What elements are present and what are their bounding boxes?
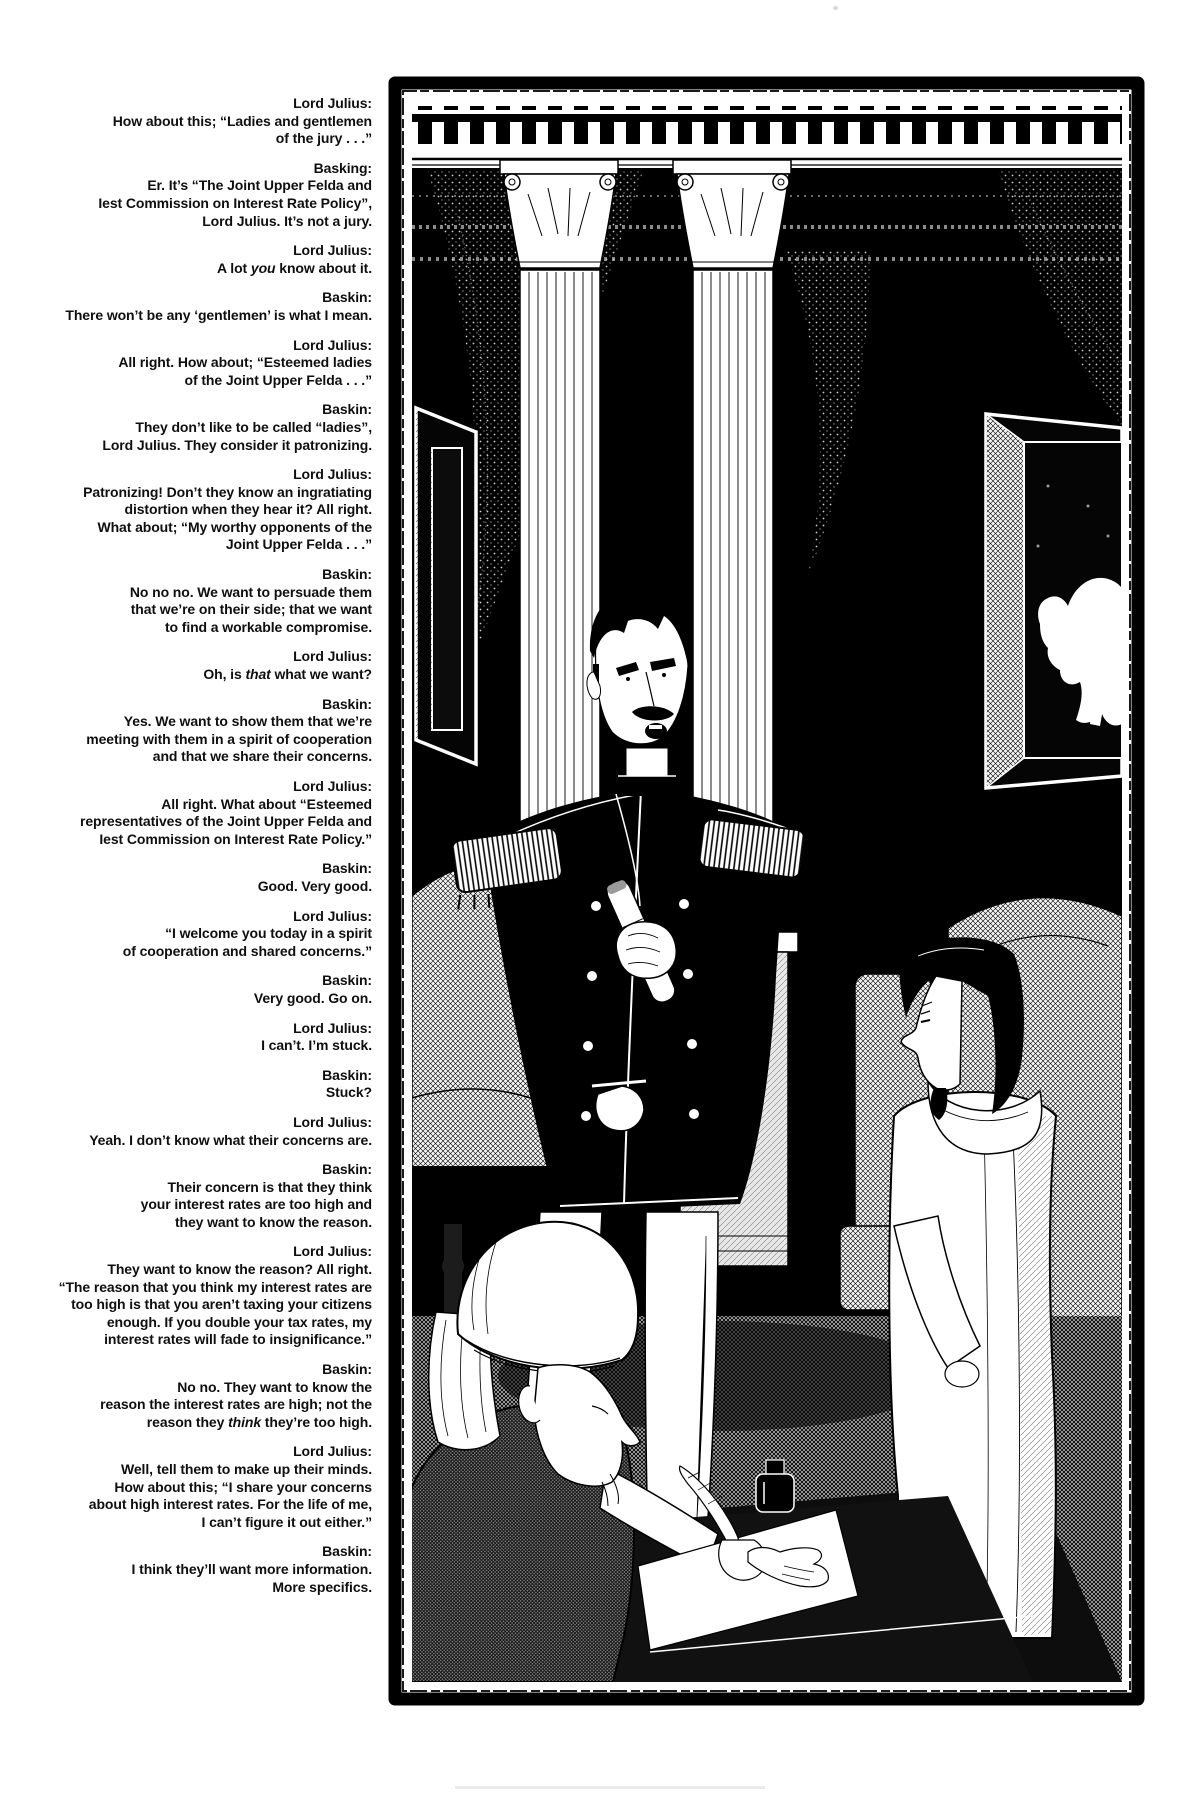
- dialogue-line: They want to know the reason? All right.: [107, 1261, 372, 1278]
- dialogue-block: [28, 972, 372, 1007]
- dialogue-line: All right. How about; “Esteemed ladies: [118, 354, 372, 371]
- dialogue-line: I think they’ll want more information.: [131, 1560, 372, 1577]
- dialogue-speaker: Lord Julius:: [293, 778, 372, 794]
- dialogue-block: [28, 1443, 372, 1531]
- dialogue-line: Iest Commission on Interest Rate Policy”,: [98, 194, 372, 211]
- dialogue-speaker: Baskin:: [322, 1543, 372, 1560]
- dialogue-speaker: Baskin:: [322, 972, 372, 989]
- dialogue-line: enough. If you double your tax rates, my: [106, 1313, 372, 1330]
- dialogue-line: Yeah. I don’t know what their concerns are.: [89, 1131, 372, 1148]
- dialogue-line: Well, tell them to make up their minds.: [121, 1461, 372, 1477]
- dialogue-line: I can’t. I’m stuck.: [261, 1037, 372, 1054]
- dialogue-block: [28, 1020, 372, 1055]
- dialogue-line: Lord Julius. They consider it patronizing.: [102, 436, 372, 453]
- dialogue-speaker: Lord Julius:: [293, 907, 372, 924]
- dialogue-block: [28, 1361, 372, 1431]
- dialogue-speaker: Lord Julius:: [293, 466, 372, 483]
- dialogue-block: [28, 337, 372, 390]
- dialogue-column: [28, 95, 372, 1608]
- dialogue-line: There won’t be any ‘gentlemen’ is what I mean.: [65, 306, 372, 323]
- dialogue-speaker: Lord Julius:: [293, 95, 372, 111]
- dialogue-line: that we’re on their side; that we want: [130, 601, 372, 618]
- dialogue-speaker: Lord Julius:: [293, 648, 372, 665]
- julius-right-hand: [616, 922, 676, 979]
- dialogue-line: of the Joint Upper Felda . . .”: [184, 371, 372, 388]
- art-panel: [388, 76, 1145, 1706]
- dialogue-line: Er. It’s “The Joint Upper Felda and: [147, 177, 372, 194]
- dialogue-line: too high is that you aren’t taxing your citizens: [71, 1296, 372, 1313]
- dialogue-line: “I welcome you today in a spirit: [165, 925, 372, 942]
- dialogue-line: What about; “My worthy opponents of the: [97, 518, 372, 535]
- dialogue-line: No no. They want to know the: [177, 1378, 372, 1395]
- dialogue-line: Joint Upper Felda . . .”: [225, 536, 372, 553]
- dialogue-line: distortion when they hear it? All right.: [124, 501, 372, 518]
- dialogue-block: [28, 401, 372, 454]
- dialogue-line: Good. Very good.: [257, 877, 372, 894]
- dialogue-speaker: Baskin:: [322, 566, 372, 583]
- dialogue-line: Lord Julius. It’s not a jury.: [202, 212, 372, 229]
- dialogue-speaker: Lord Julius:: [293, 1443, 372, 1460]
- dialogue-line: How about this; “I share your concerns: [114, 1478, 372, 1495]
- dialogue-line: of cooperation and shared concerns.”: [122, 942, 372, 959]
- dialogue-line: representatives of the Joint Upper Felda and: [80, 813, 372, 830]
- dialogue-speaker: Baskin:: [322, 1361, 372, 1378]
- illustration-svg: [388, 76, 1145, 1706]
- dialogue-line: They don’t like to be called “ladies”,: [135, 418, 372, 435]
- dialogue-speaker: Lord Julius:: [293, 1243, 372, 1260]
- dialogue-speaker: Lord Julius:: [293, 336, 372, 353]
- dialogue-line: Yes. We want to show them that we’re: [123, 713, 372, 730]
- dialogue-block: [28, 466, 372, 554]
- dialogue-block: [28, 778, 372, 848]
- dialogue-block: [28, 648, 372, 683]
- dialogue-line: Oh, is that what we want?: [203, 666, 372, 683]
- dialogue-line: your interest rates are too high and: [140, 1196, 372, 1213]
- dialogue-block: [28, 95, 372, 148]
- dialogue-line: Patronizing! Don’t they know an ingratiating: [83, 483, 372, 500]
- dialogue-block: [28, 1243, 372, 1349]
- dialogue-line: reason the interest rates are high; not the: [100, 1396, 372, 1413]
- dialogue-block: [28, 1543, 372, 1596]
- dialogue-line: I can’t figure it out either.”: [201, 1513, 372, 1530]
- dialogue-line: How about this; “Ladies and gentlemen: [112, 112, 372, 129]
- dialogue-line: to find a workable compromise.: [164, 618, 372, 635]
- dialogue-speaker: Baskin:: [322, 860, 372, 877]
- dialogue-block: [28, 908, 372, 961]
- dialogue-block: [28, 1161, 372, 1231]
- dialogue-line: All right. What about “Esteemed: [161, 795, 372, 812]
- dialogue-line: Very good. Go on.: [253, 989, 372, 1006]
- dialogue-line: interest rates will fade to insignificance.”: [104, 1331, 372, 1348]
- dialogue-line: No no no. We want to persuade them: [129, 583, 372, 600]
- dialogue-line: meeting with them in a spirit of cooperation: [86, 730, 372, 747]
- dialogue-speaker: Baskin:: [322, 289, 372, 306]
- scan-artifact-line: [455, 1786, 765, 1789]
- dialogue-block: [28, 242, 372, 277]
- dialogue-speaker: Baskin:: [322, 401, 372, 418]
- dialogue-line: More specifics.: [272, 1578, 372, 1595]
- dialogue-line: “The reason that you think my interest rates are: [58, 1278, 372, 1295]
- dialogue-line: reason they think they’re too high.: [146, 1413, 372, 1430]
- dialogue-speaker: Baskin:: [322, 695, 372, 712]
- dialogue-line: of the jury . . .”: [275, 130, 372, 147]
- dialogue-line: about high interest rates. For the life of me,: [88, 1496, 372, 1513]
- dialogue-speaker: Lord Julius:: [293, 1113, 372, 1130]
- dentil-molding: [412, 102, 1122, 168]
- dialogue-speaker: Lord Julius:: [293, 1019, 372, 1036]
- dialogue-speaker: Baskin:: [322, 1066, 372, 1083]
- dialogue-line: they want to know the reason.: [174, 1213, 372, 1230]
- dialogue-block: [28, 160, 372, 230]
- dialogue-block: [28, 696, 372, 766]
- julius-left-hand: [596, 1086, 644, 1131]
- right-picture-frame: [986, 414, 1122, 788]
- dialogue-line: Iest Commission on Interest Rate Policy.”: [99, 830, 372, 847]
- dialogue-speaker: Basking:: [313, 159, 372, 176]
- dialogue-speaker: Baskin:: [322, 1161, 372, 1178]
- left-picture-frame: [416, 408, 476, 764]
- dialogue-speaker: Lord Julius:: [293, 242, 372, 259]
- dialogue-line: A lot you know about it.: [217, 259, 372, 276]
- dialogue-block: [28, 1067, 372, 1102]
- dialogue-block: [28, 1114, 372, 1149]
- dialogue-block: [28, 860, 372, 895]
- dialogue-block: [28, 289, 372, 324]
- dialogue-line: and that we share their concerns.: [152, 748, 372, 765]
- scan-artifact-speck: [833, 6, 838, 10]
- dialogue-block: [28, 566, 372, 636]
- dialogue-line: Their concern is that they think: [167, 1178, 372, 1195]
- dialogue-line: Stuck?: [325, 1084, 372, 1101]
